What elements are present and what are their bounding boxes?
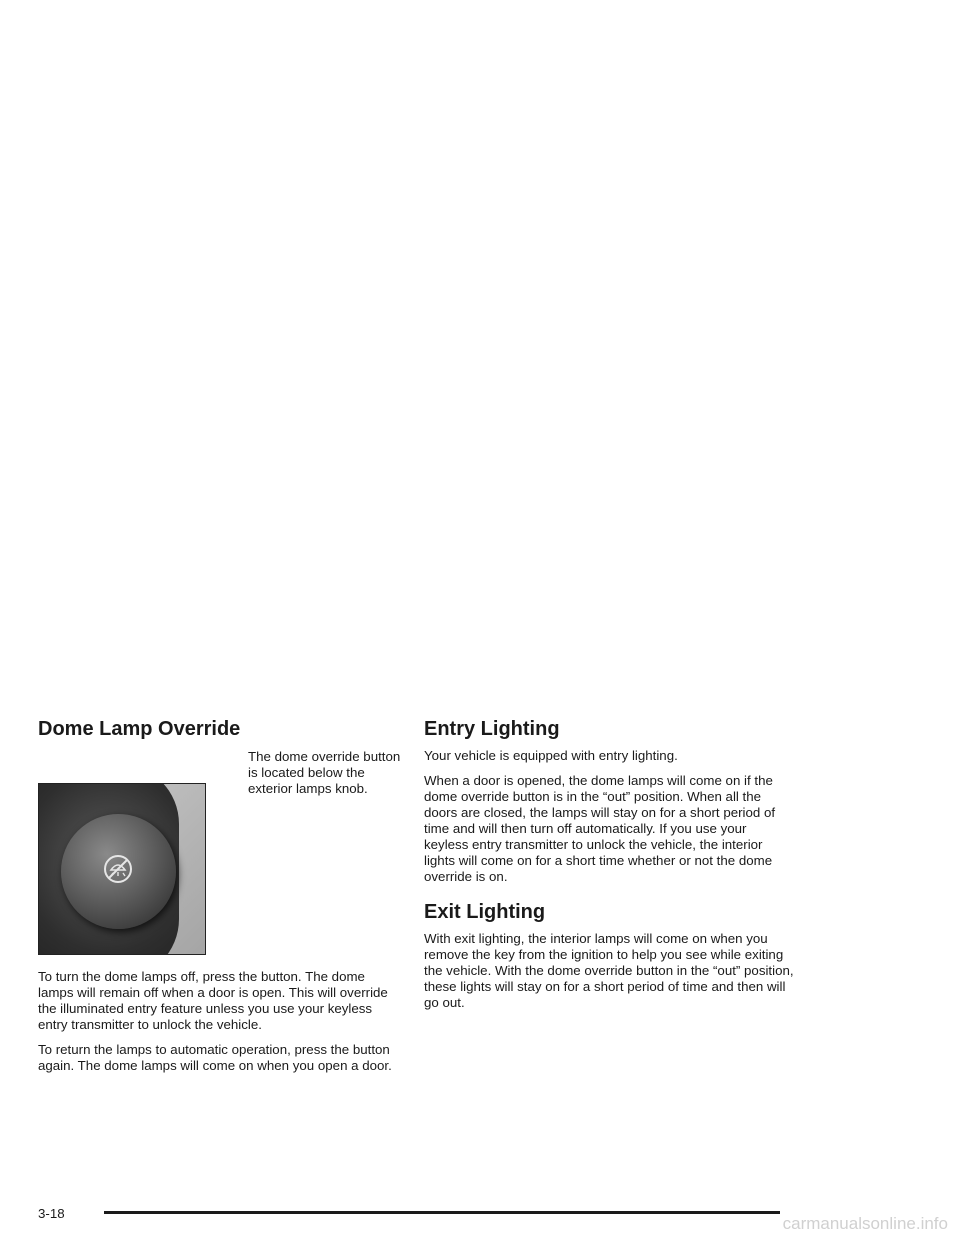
figure-caption [248, 749, 408, 797]
body-paragraph: When a door is opened, the dome lamps will come on if the dome override button is in the “out” position. When all the doors are closed, the lamps will stay on for a short period of time and will then turn off automatically. If you use your keyless entry transmitter to unlock the vehicle, the interior lights will come on for a short time whether or not the dome override is on. [424, 773, 776, 884]
section-heading-dome-lamp-override: Dome Lamp Override [38, 718, 241, 740]
dome-lamp-override-section [38, 716, 401, 1083]
dome-lamp-override-icon [103, 854, 133, 884]
section-heading-exit-lighting: Exit Lighting [424, 901, 546, 923]
figure-row [38, 749, 401, 969]
lighting-sections [424, 716, 794, 1020]
dome-override-button-photo [38, 783, 206, 955]
section-heading-entry-lighting: Entry Lighting [424, 718, 560, 740]
page-number: 3-18 [38, 1206, 65, 1221]
body-paragraph: Your vehicle is equipped with entry lighting. [424, 748, 678, 763]
body-paragraph: To return the lamps to automatic operation, press the button again. The dome lamps will come on when you open a door. [38, 1042, 392, 1073]
body-paragraph: With exit lighting, the interior lamps will come on when you remove the key from the ignition to help you see while exiting the vehicle. With the dome override button in the “out” position, these lights will stay on for a short period of time and then will go out. [424, 931, 794, 1010]
watermark: carmanualsonline.info [782, 1214, 948, 1233]
footer-rule [104, 1211, 780, 1214]
body-paragraph: To turn the dome lamps off, press the button. The dome lamps will remain off when a door is open. This will override the illuminated entry feature unless you use your keyless entry transmitter to unlock the vehicle. [38, 969, 388, 1032]
figure-caption-text: The dome override button is located below the exterior lamps knob. [248, 749, 401, 796]
override-knob [61, 814, 176, 929]
